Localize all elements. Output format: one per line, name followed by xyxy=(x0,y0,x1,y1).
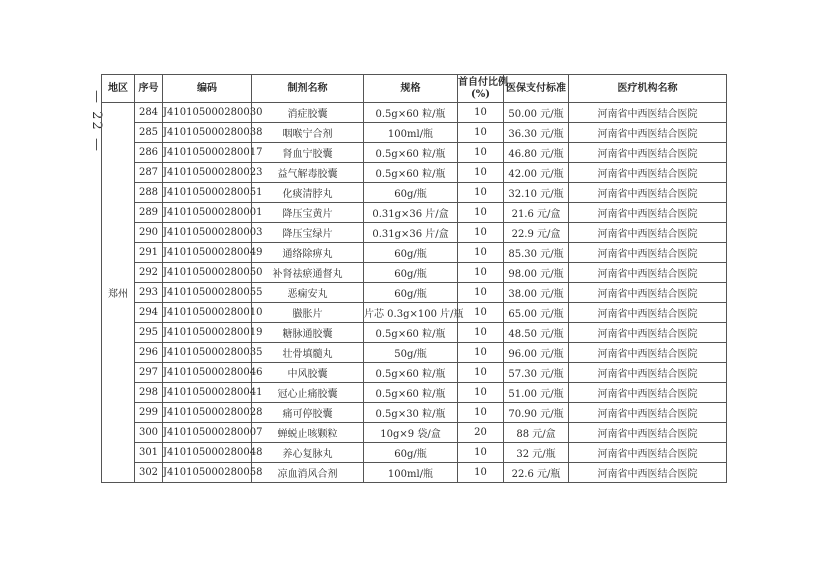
table-row xyxy=(102,363,727,383)
page-number-dash-bottom: — xyxy=(89,137,104,153)
header-code: 编码 xyxy=(163,75,252,103)
cell-institution: 河南省中西医结合医院 xyxy=(569,263,727,283)
region-cell: 郑州 xyxy=(102,103,135,483)
cell-seq: 284 xyxy=(135,103,163,123)
cell-price: 36.30 元/瓶 xyxy=(504,123,569,143)
cell-seq: 296 xyxy=(135,343,163,363)
preparation-table xyxy=(101,74,727,483)
table-row xyxy=(102,323,727,343)
cell-name: 消症胶囊 xyxy=(252,103,364,123)
cell-ratio: 10 xyxy=(458,223,504,243)
cell-institution: 河南省中西医结合医院 xyxy=(569,383,727,403)
cell-seq: 299 xyxy=(135,403,163,423)
cell-institution: 河南省中西医结合医院 xyxy=(569,443,727,463)
cell-spec: 60g/瓶 xyxy=(364,283,458,303)
cell-spec: 0.5g×60 粒/瓶 xyxy=(364,383,458,403)
table-row xyxy=(102,383,727,403)
table-row xyxy=(102,183,727,203)
cell-institution: 河南省中西医结合医院 xyxy=(569,403,727,423)
table-row xyxy=(102,203,727,223)
cell-seq: 291 xyxy=(135,243,163,263)
cell-ratio: 10 xyxy=(458,143,504,163)
cell-institution: 河南省中西医结合医院 xyxy=(569,223,727,243)
cell-ratio: 10 xyxy=(458,123,504,143)
header-price: 医保支付标准 xyxy=(504,75,569,103)
cell-institution: 河南省中西医结合医院 xyxy=(569,163,727,183)
cell-ratio: 10 xyxy=(458,443,504,463)
cell-name: 冠心止痛胶囊 xyxy=(252,383,364,403)
cell-code: J410105000280038 xyxy=(163,123,252,143)
cell-name: 痛可停胶囊 xyxy=(252,403,364,423)
header-institution: 医疗机构名称 xyxy=(569,75,727,103)
table-row xyxy=(102,303,727,323)
cell-spec: 0.31g×36 片/盒 xyxy=(364,203,458,223)
cell-name: 通络除痹丸 xyxy=(252,243,364,263)
cell-institution: 河南省中西医结合医院 xyxy=(569,303,727,323)
cell-spec: 60g/瓶 xyxy=(364,183,458,203)
cell-seq: 300 xyxy=(135,423,163,443)
cell-code: J410105000280049 xyxy=(163,243,252,263)
cell-spec: 0.5g×60 粒/瓶 xyxy=(364,143,458,163)
cell-ratio: 10 xyxy=(458,323,504,343)
cell-institution: 河南省中西医结合医院 xyxy=(569,463,727,483)
cell-institution: 河南省中西医结合医院 xyxy=(569,343,727,363)
cell-institution: 河南省中西医结合医院 xyxy=(569,143,727,163)
cell-institution: 河南省中西医结合医院 xyxy=(569,123,727,143)
cell-seq: 293 xyxy=(135,283,163,303)
cell-seq: 287 xyxy=(135,163,163,183)
cell-ratio: 10 xyxy=(458,303,504,323)
header-name: 制剂名称 xyxy=(252,75,364,103)
cell-ratio: 10 xyxy=(458,403,504,423)
cell-name: 益气解毒胶囊 xyxy=(252,163,364,183)
cell-seq: 285 xyxy=(135,123,163,143)
cell-spec: 100ml/瓶 xyxy=(364,123,458,143)
table-row xyxy=(102,263,727,283)
cell-institution: 河南省中西医结合医院 xyxy=(569,183,727,203)
cell-name: 凉血消风合剂 xyxy=(252,463,364,483)
cell-name: 降压宝黄片 xyxy=(252,203,364,223)
cell-code: J410105000280050 xyxy=(163,263,252,283)
cell-spec: 0.31g×36 片/盒 xyxy=(364,223,458,243)
cell-spec: 0.5g×60 粒/瓶 xyxy=(364,103,458,123)
page-number-dash-top: — xyxy=(89,90,104,105)
cell-ratio: 10 xyxy=(458,183,504,203)
cell-ratio: 10 xyxy=(458,203,504,223)
cell-code: J410105000280055 xyxy=(163,283,252,303)
cell-name: 降压宝绿片 xyxy=(252,223,364,243)
table-row xyxy=(102,103,727,123)
cell-spec: 60g/瓶 xyxy=(364,263,458,283)
page-number-value: 22 xyxy=(89,111,104,132)
table-row xyxy=(102,463,727,483)
cell-seq: 292 xyxy=(135,263,163,283)
cell-seq: 289 xyxy=(135,203,163,223)
cell-price: 51.00 元/瓶 xyxy=(504,383,569,403)
cell-price: 50.00 元/瓶 xyxy=(504,103,569,123)
table-row xyxy=(102,223,727,243)
cell-code: J410105000280019 xyxy=(163,323,252,343)
cell-ratio: 10 xyxy=(458,163,504,183)
cell-code: J410105000280048 xyxy=(163,443,252,463)
cell-code: J410105000280030 xyxy=(163,103,252,123)
cell-name: 化痰清脖丸 xyxy=(252,183,364,203)
cell-ratio: 10 xyxy=(458,363,504,383)
header-ratio-line1: 首自付比例 xyxy=(458,76,508,88)
cell-institution: 河南省中西医结合医院 xyxy=(569,363,727,383)
header-region: 地区 xyxy=(102,75,135,103)
cell-code: J410105000280028 xyxy=(163,403,252,423)
table-row xyxy=(102,423,727,443)
cell-price: 46.80 元/瓶 xyxy=(504,143,569,163)
cell-price: 70.90 元/瓶 xyxy=(504,403,569,423)
cell-seq: 295 xyxy=(135,323,163,343)
cell-name: 咽喉宁合剂 xyxy=(252,123,364,143)
cell-price: 42.00 元/瓶 xyxy=(504,163,569,183)
cell-name: 糖脉通胶囊 xyxy=(252,323,364,343)
cell-spec: 0.5g×60 粒/瓶 xyxy=(364,363,458,383)
cell-spec: 0.5g×30 粒/瓶 xyxy=(364,403,458,423)
cell-ratio: 10 xyxy=(458,343,504,363)
cell-ratio: 10 xyxy=(458,463,504,483)
cell-institution: 河南省中西医结合医院 xyxy=(569,243,727,263)
cell-ratio: 20 xyxy=(458,423,504,443)
cell-name: 补肾祛瘀通督丸 xyxy=(252,263,364,283)
cell-name: 中风胶囊 xyxy=(252,363,364,383)
cell-institution: 河南省中西医结合医院 xyxy=(569,283,727,303)
cell-price: 57.30 元/瓶 xyxy=(504,363,569,383)
cell-ratio: 10 xyxy=(458,263,504,283)
cell-name: 臌胀片 xyxy=(252,303,364,323)
table-row xyxy=(102,343,727,363)
cell-price: 21.6 元/盒 xyxy=(504,203,569,223)
cell-price: 96.00 元/瓶 xyxy=(504,343,569,363)
cell-code: J410105000280010 xyxy=(163,303,252,323)
table-row xyxy=(102,143,727,163)
cell-price: 22.6 元/瓶 xyxy=(504,463,569,483)
cell-code: J410105000280046 xyxy=(163,363,252,383)
cell-code: J410105000280041 xyxy=(163,383,252,403)
cell-seq: 290 xyxy=(135,223,163,243)
cell-name: 蝉蜕止咳颗粒 xyxy=(252,423,364,443)
header-seq: 序号 xyxy=(135,75,163,103)
table-body xyxy=(102,103,727,483)
cell-spec: 片芯 0.3g×100 片/瓶 xyxy=(364,303,458,323)
cell-seq: 286 xyxy=(135,143,163,163)
cell-ratio: 10 xyxy=(458,243,504,263)
cell-code: J410105000280023 xyxy=(163,163,252,183)
header-ratio-line2: (%) xyxy=(471,88,490,100)
table-row xyxy=(102,403,727,423)
cell-name: 养心复脉丸 xyxy=(252,443,364,463)
cell-institution: 河南省中西医结合医院 xyxy=(569,203,727,223)
cell-code: J410105000280003 xyxy=(163,223,252,243)
header-spec: 规格 xyxy=(364,75,458,103)
cell-ratio: 10 xyxy=(458,383,504,403)
cell-name: 恶痫安丸 xyxy=(252,283,364,303)
cell-code: J410105000280007 xyxy=(163,423,252,443)
cell-seq: 298 xyxy=(135,383,163,403)
cell-code: J410105000280035 xyxy=(163,343,252,363)
cell-seq: 288 xyxy=(135,183,163,203)
cell-code: J410105000280001 xyxy=(163,203,252,223)
cell-price: 65.00 元/瓶 xyxy=(504,303,569,323)
table-row xyxy=(102,123,727,143)
cell-seq: 301 xyxy=(135,443,163,463)
cell-code: J410105000280051 xyxy=(163,183,252,203)
cell-institution: 河南省中西医结合医院 xyxy=(569,103,727,123)
cell-spec: 0.5g×60 粒/瓶 xyxy=(364,163,458,183)
cell-price: 22.9 元/盒 xyxy=(504,223,569,243)
cell-code: J410105000280058 xyxy=(163,463,252,483)
cell-ratio: 10 xyxy=(458,103,504,123)
header-ratio xyxy=(458,75,508,103)
cell-institution: 河南省中西医结合医院 xyxy=(569,423,727,443)
cell-price: 32 元/瓶 xyxy=(504,443,569,463)
cell-name: 肾血宁胶囊 xyxy=(252,143,364,163)
cell-price: 85.30 元/瓶 xyxy=(504,243,569,263)
cell-name: 壮骨填髓丸 xyxy=(252,343,364,363)
cell-price: 88 元/盒 xyxy=(504,423,569,443)
cell-price: 48.50 元/瓶 xyxy=(504,323,569,343)
table-header-row xyxy=(102,75,727,103)
cell-spec: 60g/瓶 xyxy=(364,443,458,463)
cell-price: 32.10 元/瓶 xyxy=(504,183,569,203)
cell-seq: 294 xyxy=(135,303,163,323)
cell-seq: 302 xyxy=(135,463,163,483)
cell-code: J410105000280017 xyxy=(163,143,252,163)
page-number xyxy=(60,90,104,153)
cell-institution: 河南省中西医结合医院 xyxy=(569,323,727,343)
table-row xyxy=(102,443,727,463)
cell-spec: 50g/瓶 xyxy=(364,343,458,363)
cell-spec: 100ml/瓶 xyxy=(364,463,458,483)
cell-spec: 10g×9 袋/盒 xyxy=(364,423,458,443)
table-row xyxy=(102,163,727,183)
table-row xyxy=(102,243,727,263)
cell-seq: 297 xyxy=(135,363,163,383)
cell-price: 98.00 元/瓶 xyxy=(504,263,569,283)
table-row xyxy=(102,283,727,303)
cell-spec: 0.5g×60 粒/瓶 xyxy=(364,323,458,343)
cell-spec: 60g/瓶 xyxy=(364,243,458,263)
cell-price: 38.00 元/瓶 xyxy=(504,283,569,303)
cell-ratio: 10 xyxy=(458,283,504,303)
